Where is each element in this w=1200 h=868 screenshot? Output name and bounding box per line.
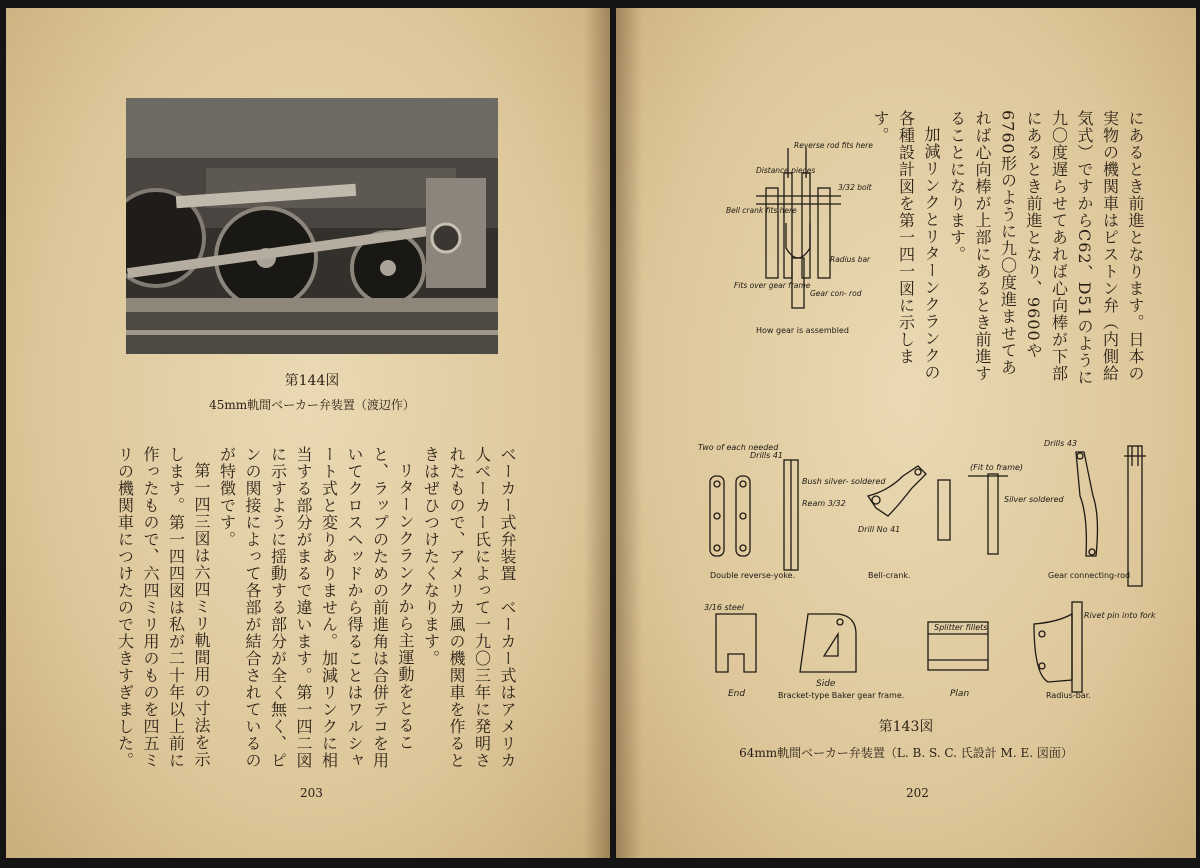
paragraph: リターンクランクから主運動をとること、ラップのための前進角は合併テコを用いてクロスヘッドから得ることはワルシャート式と変りありません。加減リンクに相当する部分がまるで違います。第一四二図に示すように揺動する部分が全く無く、ピンの関接によって各部が結合されているのが特徴です。	[217, 446, 415, 769]
diagram-label: Ream 3/32	[802, 499, 846, 508]
diagram-label: Gear connecting-rod	[1048, 571, 1131, 580]
diagram-label: 3/16 steel	[704, 603, 744, 612]
paragraph: にあるとき前進となります。日本の実物の機関車はピストン弁（内側給気式）ですからC62、D51のように九〇度遅らせてあれば心向棒が下部にあるとき前進となり、9600や6760形のように九〇度進ませてあれば心向棒が上部にあるとき前進することになります。	[947, 110, 1145, 386]
figure-144-label: 第144図	[284, 373, 340, 389]
diagram-label: Plan	[950, 689, 970, 699]
left-page	[6, 8, 610, 858]
page-number: 203	[300, 786, 323, 800]
diagram-label: Bell-crank.	[868, 571, 911, 580]
diagram-label: Drills 43	[1044, 439, 1078, 448]
diagram-label: 3/32 bolt	[838, 183, 872, 192]
diagram-label: Bell crank fits here	[726, 206, 797, 215]
diagram-label: Silver soldered	[1004, 495, 1064, 504]
detail-drawings-row-2	[688, 594, 1178, 704]
diagram-label: Bracket-type Baker gear frame.	[778, 691, 905, 700]
left-body-text	[112, 446, 520, 776]
figure-143-label: 第143図	[878, 719, 934, 735]
detail-drawings-row-1	[688, 436, 1178, 586]
diagram-label: Fits over gear frame	[734, 281, 811, 290]
diagram-label: Reverse rod fits here	[794, 141, 873, 150]
diagram-label: Gear con- rod	[810, 289, 862, 298]
diagram-label: Double reverse-yoke.	[710, 571, 796, 580]
page-number: 202	[906, 786, 929, 800]
right-page	[616, 8, 1196, 858]
right-body-text	[868, 110, 1149, 390]
diagram-label: How gear is assembled	[756, 326, 849, 335]
gear-assembly-diagram	[726, 128, 886, 338]
diagram-label: Radius-bar.	[1046, 691, 1091, 700]
diagram-label: Bush silver- soldered	[802, 477, 886, 486]
paragraph: 第一四三図は六四ミリ軌間用の寸法を示します。第一四四図は私が二十年以上前に作ったもので、六四ミリ用のものを四五ミリの機関車につけたので大きすぎました。	[115, 446, 211, 769]
diagram-label: (Fit to frame)	[970, 463, 1024, 472]
diagram-label: Rivet pin into fork	[1084, 611, 1156, 620]
diagram-label: Drills 41	[750, 451, 784, 460]
paragraph: 加減リンクとリターンクランクの各種設計図を第一四一図に示します。	[871, 110, 941, 381]
diagram-label: Distance pieces	[756, 166, 816, 175]
diagram-label: Splitter fillets	[934, 623, 988, 632]
diagram-label: Drill No 41	[858, 525, 901, 534]
figure-144-title: 45mm軌間ベーカー弁装置（渡辺作）	[209, 398, 415, 412]
figure-143-title: 64mm軌間ベーカー弁装置（L. B. S. C. 氏設計 M. E. 図面）	[739, 746, 1073, 760]
paragraph: ベーカー式弁装置 ベーカー式はアメリカ人ベーカー氏によって一九〇三年に発明されたもので、アメリカ風の機関車を作るときはぜひつけたくなります。	[421, 446, 517, 769]
diagram-label: Side	[816, 679, 836, 689]
diagram-label: Radius bar	[830, 255, 871, 264]
diagram-label: Two of each needed	[698, 443, 779, 452]
locomotive-valve-gear-photo	[126, 98, 498, 354]
diagram-label: End	[728, 689, 746, 699]
